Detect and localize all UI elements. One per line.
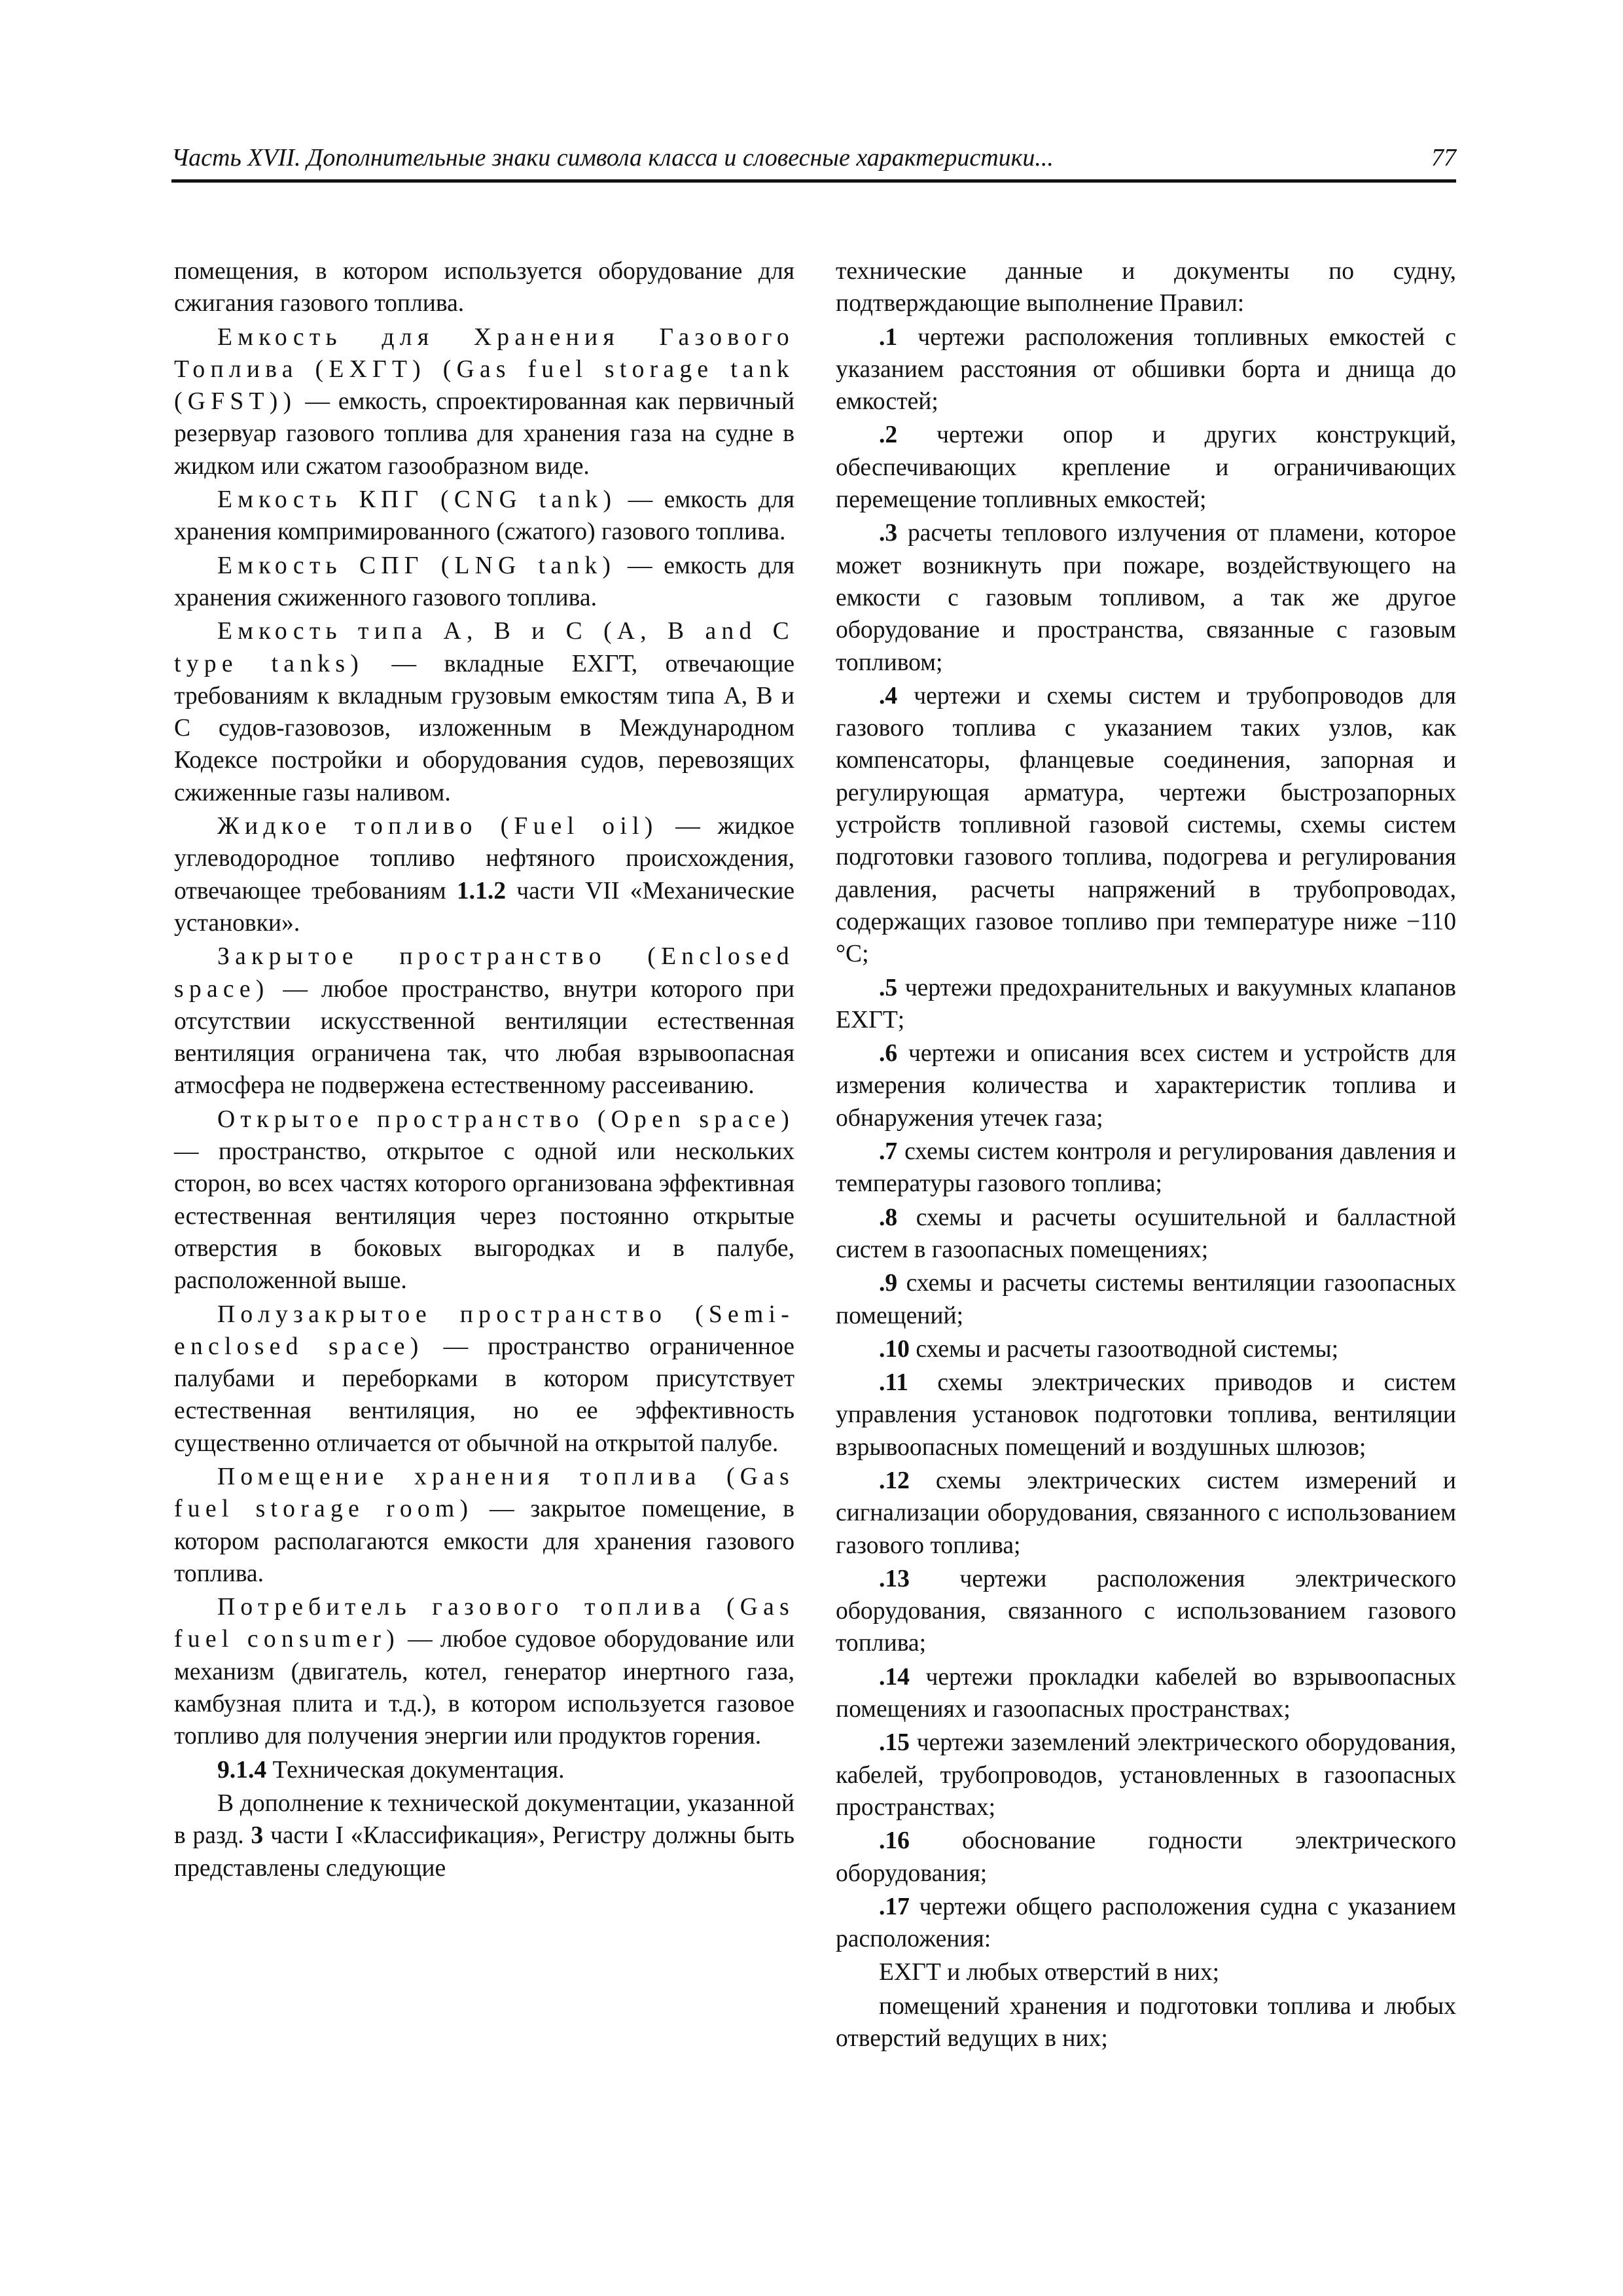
section-number: 9.1.4	[217, 1756, 267, 1784]
term: Емкость типа А, В и С (A, B and C type tanks)	[174, 618, 794, 677]
list-item: .4 чертежи и схемы систем и трубопроводов для газового топлива с указанием таких узлов, как компенсаторы, фланцевые соединения, запорная и регулирующая арматура, чертежи быстрозапорных устройств топливной газовой системы, схемы систем подготовки газового топлива, подогрева и регулирования давления, расчеты напряжений в трубопроводах, содержащих газовое топливо при температуре ниже −110 °С;	[836, 682, 1456, 968]
list-item: .8 схемы и расчеты осушительной и балластной систем в газоопасных помещениях;	[836, 1204, 1456, 1263]
definition-gas-fuel-consumer: Потребитель газового топлива (Gas fuel consumer) — любое судовое оборудование или механизм (двигатель, котел, генератор инертного газа, камбузная плита и т.д.), в котором используется газовое топливо для получения энергии или продуктов горения.	[174, 1594, 795, 1750]
header-title: Часть XVII. Дополнительные знаки символа класса и словесные характеристики...	[171, 144, 1054, 171]
list-item: .1 чертежи расположения топливных емкостей с указанием расстояния от обшивки борта и днища до емкостей;	[836, 323, 1456, 416]
list-item: .6 чертежи и описания всех систем и устройств для измерения количества и характеристик топлива и обнаружения утечек газа;	[836, 1040, 1456, 1132]
definition-enclosed-space: Закрытое пространство (Enclosed space) — любое пространство, внутри которого при отсутствии искусственной вентиляции естественная вентиляция ограничена так, что любая взрывоопасная атмосфера не подвержена естественному рассеиванию.	[174, 943, 794, 1100]
sub-item: помещений хранения и подготовки топлива и любых отверстий ведущих в них;	[836, 1992, 1456, 2053]
list-item: .7 схемы систем контроля и регулирования давления и температуры газового топлива;	[836, 1138, 1456, 1198]
list-item: .12 схемы электрических систем измерений и сигнализации оборудования, связанного с использованием газового топлива;	[836, 1467, 1456, 1559]
definition-open-space: Открытое пространство (Open space) — пространство, открытое с одной или нескольких сторон, во всех частях которого организована эффективная естественная вентиляция через постоянно открытые отверстия в боковых выгородках и в палубе, расположенной выше.	[174, 1105, 794, 1295]
page-number: 77	[1431, 144, 1456, 171]
running-header	[171, 141, 1456, 183]
list-item: .10 схемы и расчеты газоотводной системы;	[879, 1335, 1339, 1363]
definition-gas-fuel-storage-room: Помещение хранения топлива (Gas fuel storage room) — закрытое помещение, в котором располагаются емкости для хранения газового топлива.	[174, 1463, 794, 1587]
list-item: .9 схемы и расчеты системы вентиляции газоопасных помещений;	[836, 1270, 1456, 1329]
list-item: .11 схемы электрических приводов и систем управления установок подготовки топлива, вентиляции взрывоопасных помещений и воздушных шлюзов;	[836, 1369, 1456, 1461]
definition-fuel-oil: Жидкое топливо (Fuel oil) — жидкое углеводородное топливо нефтяного происхождения, отвечающее требованиям 1.1.2 части VII «Механические установки».	[174, 813, 795, 937]
paragraph: В дополнение к технической документации, указанной в разд. 3 части I «Классификация», Регистру должны быть представлены следующие	[174, 1789, 794, 1882]
term: Емкость КПГ (CNG tank)	[217, 486, 617, 514]
list-item: .13 чертежи расположения электрического оборудования, связанного с использованием газового топлива;	[836, 1565, 1456, 1657]
left-column	[174, 255, 794, 1886]
definition-semi-enclosed-space: Полузакрытое пространство (Semi-enclosed space) — пространство ограниченное палубами и переборками в котором присутствует естественная вентиляция, но ее эффективность существенно отличается от обычной на открытой палубе.	[174, 1300, 794, 1457]
term: Жидкое топливо (Fuel oil)	[217, 813, 658, 840]
term: Емкость СПГ (LNG tank)	[217, 552, 616, 579]
reference: 3	[251, 1822, 264, 1850]
term: Емкость для Хранения Газового Топлива (ЕХГТ) (Gas fuel storage tank (GFST))	[174, 323, 794, 416]
list-item: .14 чертежи прокладки кабелей во взрывоопасных помещениях и газоопасных пространствах;	[836, 1663, 1456, 1723]
list-item: .16 обоснование годности электрического оборудования;	[836, 1827, 1456, 1887]
list-item: .5 чертежи предохранительных и вакуумных клапанов ЕХГТ;	[836, 974, 1456, 1033]
section-title: Техническая документация.	[266, 1756, 565, 1784]
term: Потребитель газового топлива (Gas fuel consumer)	[174, 1594, 794, 1653]
list-item: .17 чертежи общего расположения судна с указанием расположения:	[836, 1893, 1456, 1953]
definition-lng-tank: Емкость СПГ (LNG tank) — емкость для хранения сжиженного газового топлива.	[174, 552, 794, 611]
definition-type-tanks: Емкость типа А, В и С (A, B and C type tanks) — вкладные ЕХГТ, отвечающие требованиям к вкладным грузовым емкостям типа А, В и С судов-газовозов, изложенным в Международном Кодексе постройки и оборудования судов, перевозящих сжиженные газы наливом.	[174, 618, 795, 806]
list-item: .3 расчеты теплового излучения от пламени, которое может возникнуть при пожаре, воздействующего на емкости с газовым топливом, а так же другое оборудование и пространства, связанные с газовым топливом;	[836, 520, 1456, 676]
definition-gfst: Емкость для Хранения Газового Топлива (ЕХГТ) (Gas fuel storage tank (GFST)) — емкость, спроектированная как первичный резервуар газового топлива для хранения газа на судне в жидком или сжатом газообразном виде.	[174, 323, 794, 480]
section-heading	[174, 1754, 794, 1786]
list-item: .2 чертежи опор и других конструкций, обеспечивающих крепление и ограничивающих перемещение топливных емкостей;	[836, 422, 1456, 514]
term: Помещение хранения топлива (Gas fuel storage room)	[174, 1463, 794, 1523]
right-column	[836, 255, 1456, 2056]
paragraph: технические данные и документы по судну, подтверждающие выполнение Правил:	[836, 258, 1456, 317]
list-item: .15 чертежи заземлений электрического оборудования, кабелей, трубопроводов, установленных в газоопасных пространствах;	[836, 1729, 1456, 1821]
term: Открытое пространство (Open space)	[217, 1105, 794, 1133]
term: Закрытое пространство (Enclosed space)	[174, 943, 794, 1003]
sub-item: ЕХГТ и любых отверстий в них;	[879, 1959, 1220, 1986]
paragraph: помещения, в котором используется оборудование для сжигания газового топлива.	[174, 258, 794, 317]
term: Полузакрытое пространство (Semi-enclosed space)	[174, 1300, 794, 1360]
definition-cng-tank: Емкость КПГ (CNG tank) — емкость для хранения компримированного (сжатого) газового топлива.	[174, 486, 794, 546]
reference: 1.1.2	[456, 877, 507, 905]
